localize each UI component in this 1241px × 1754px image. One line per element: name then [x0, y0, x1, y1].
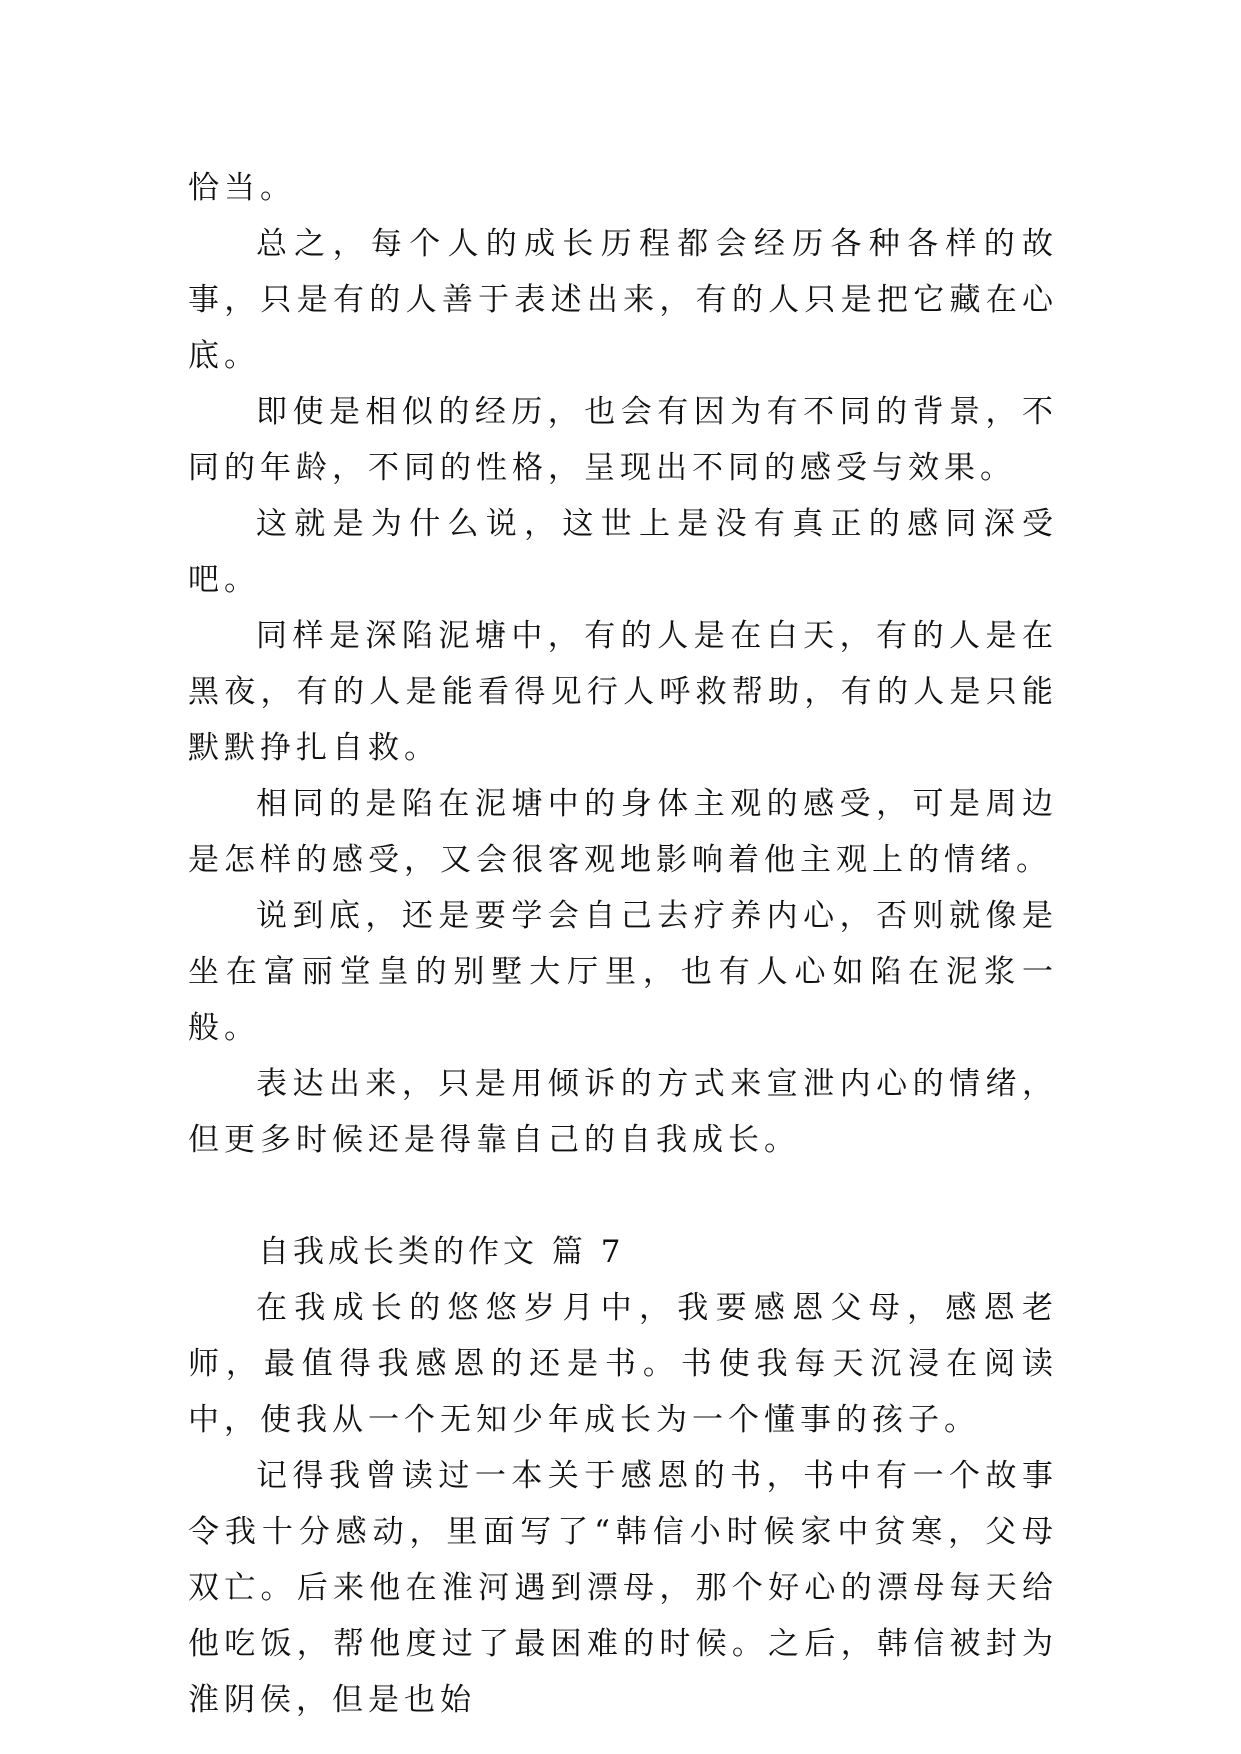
- paragraph-continuation: 恰当。: [188, 170, 296, 206]
- paragraph: 相同的是陷在泥塘中的身体主观的感受，可是周边是怎样的感受，又会很客观地影响着他主观上的情绪。: [188, 786, 1058, 878]
- paragraph: 表达出来，只是用倾诉的方式来宣泄内心的情绪，但更多时候还是得靠自己的自我成长。: [188, 1066, 1058, 1158]
- paragraph: 总之，每个人的成长历程都会经历各种各样的故事，只是有的人善于表述出来，有的人只是把它藏在心底。: [188, 226, 1058, 374]
- document-body: [188, 160, 1058, 1728]
- paragraph: 说到底，还是要学会自己去疗养内心，否则就像是坐在富丽堂皇的别墅大厅里，也有人心如陷在泥浆一般。: [188, 898, 1058, 1046]
- paragraph: 即使是相似的经历，也会有因为有不同的背景，不同的年龄，不同的性格，呈现出不同的感受与效果。: [188, 394, 1058, 486]
- paragraph: 记得我曾读过一本关于感恩的书，书中有一个故事令我十分感动，里面写了“韩信小时候家中贫寒，父母双亡。后来他在淮河遇到漂母，那个好心的漂母每天给他吃饭，帮他度过了最困难的时候。之后，韩信被封为淮阴侯，但是也始: [188, 1458, 1058, 1718]
- paragraph: 在我成长的悠悠岁月中，我要感恩父母，感恩老师，最值得我感恩的还是书。书使我每天沉浸在阅读中，使我从一个无知少年成长为一个懂事的孩子。: [188, 1290, 1058, 1438]
- paragraph: 这就是为什么说，这世上是没有真正的感同深受吧。: [188, 506, 1058, 598]
- section-heading: 自我成长类的作文 篇 7: [258, 1234, 625, 1270]
- paragraph: 同样是深陷泥塘中，有的人是在白天，有的人是在黑夜，有的人是能看得见行人呼救帮助，有的人是只能默默挣扎自救。: [188, 618, 1058, 766]
